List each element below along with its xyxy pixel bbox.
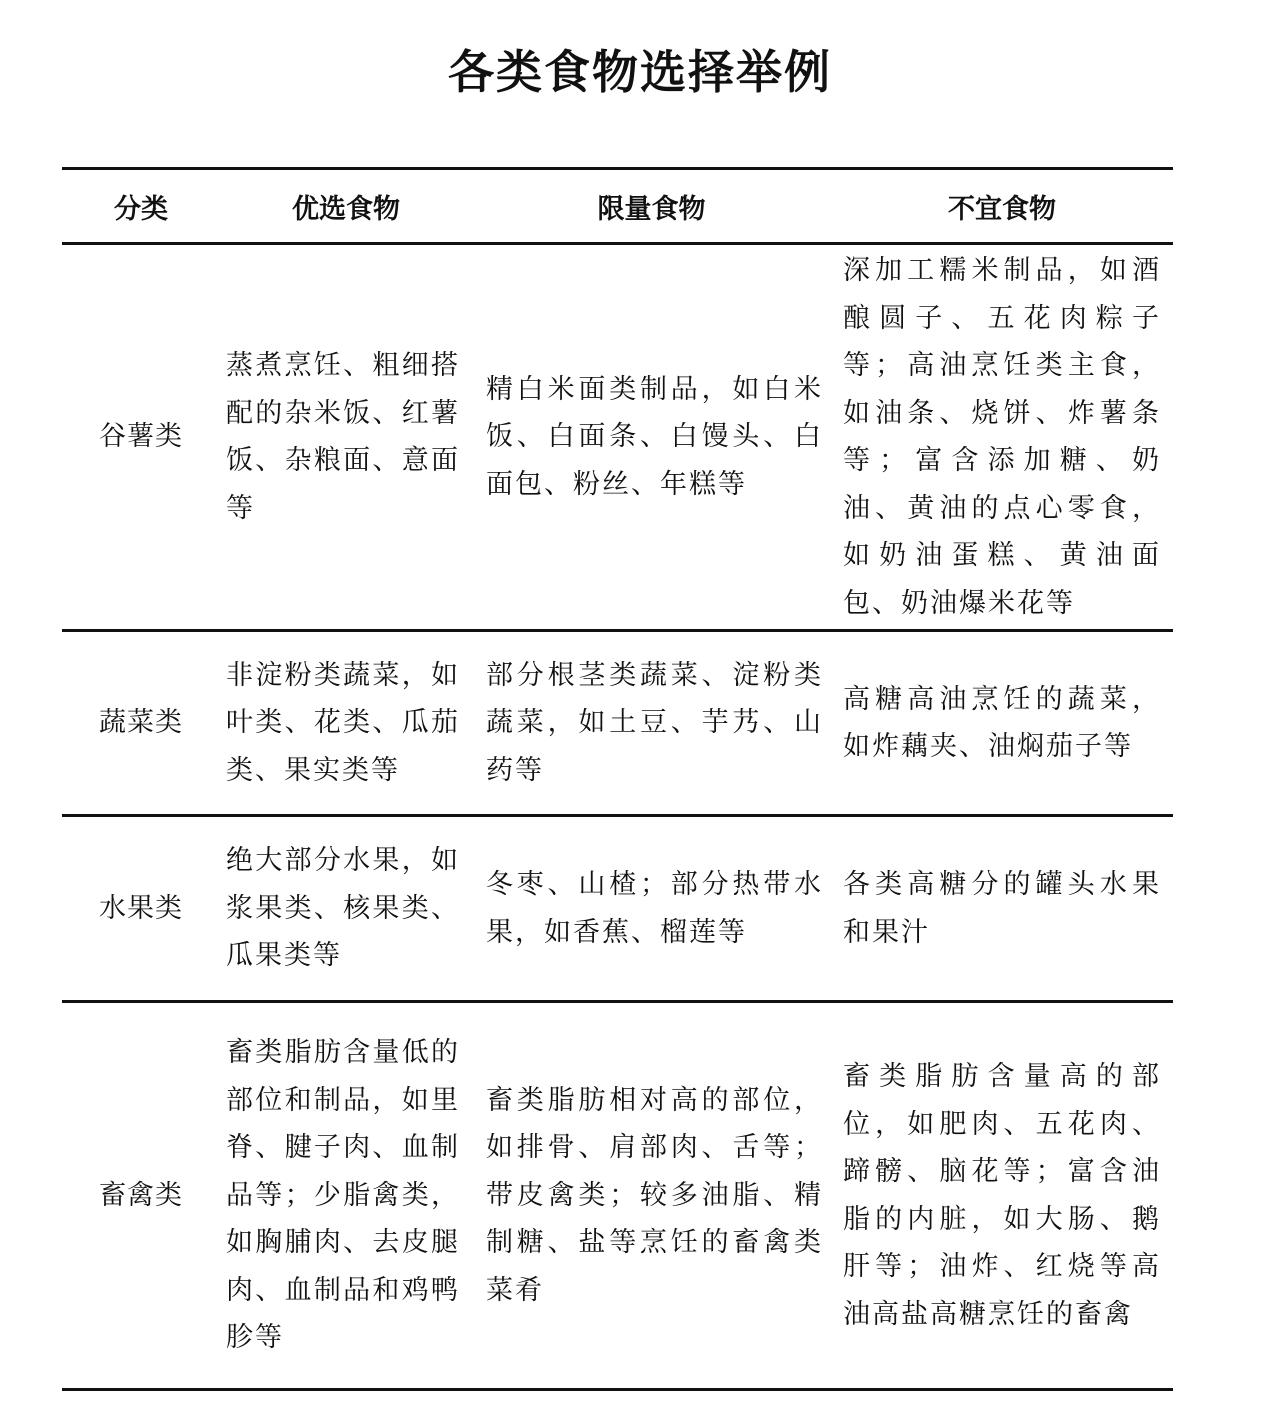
category-cell: 水果类 xyxy=(99,892,183,924)
limited-cell: 精白米面类制品，如白米饭、白面条、白馒头、白面包、粉丝、年糕等 xyxy=(486,373,823,500)
preferred-cell: 畜类脂肪含量低的部位和制品，如里脊、腱子肉、血制品等；少脂禽类，如胸脯肉、去皮腿肉、血制品和鸡鸭胗等 xyxy=(226,1037,460,1354)
table-row xyxy=(62,1002,1173,1390)
header-preferred: 优选食物 xyxy=(292,193,400,225)
limited-cell: 冬枣、山楂；部分热带水果，如香蕉、榴莲等 xyxy=(486,869,823,948)
table-row xyxy=(62,816,1173,1002)
avoid-cell: 畜类脂肪含量高的部位，如肥肉、五花肉、蹄髈、脑花等；富含油脂的内脏，如大肠、鹅肝等；油炸、红烧等高油高盐高糖烹饪的畜禽 xyxy=(843,1061,1161,1330)
preferred-cell: 绝大部分水果，如浆果类、核果类、瓜果类等 xyxy=(226,845,460,972)
avoid-cell: 深加工糯米制品，如酒酿圆子、五花肉粽子等；高油烹饪类主食，如油条、烧饼、炸薯条等；富含添加糖、奶油、黄油的点心零食，如奶油蛋糕、黄油面包、奶油爆米花等 xyxy=(843,255,1161,619)
food-selection-table xyxy=(62,167,1173,1391)
page-title: 各类食物选择举例 xyxy=(448,45,832,99)
table-row xyxy=(62,244,1173,631)
table-row xyxy=(62,631,1173,816)
header-limited: 限量食物 xyxy=(597,193,706,225)
category-cell: 畜禽类 xyxy=(99,1179,183,1211)
avoid-cell: 各类高糖分的罐头水果和果汁 xyxy=(843,869,1161,948)
table-header-row xyxy=(62,169,1173,244)
category-cell: 蔬菜类 xyxy=(99,707,183,739)
category-cell: 谷薯类 xyxy=(99,421,183,453)
limited-cell: 畜类脂肪相对高的部位，如排骨、肩部肉、舌等；带皮禽类；较多油脂、精制糖、盐等烹饪的畜禽类菜肴 xyxy=(486,1084,823,1306)
header-category: 分类 xyxy=(114,193,168,225)
preferred-cell: 非淀粉类蔬菜，如叶类、花类、瓜茄类、果实类等 xyxy=(226,659,460,786)
preferred-cell: 蒸煮烹饪、粗细搭配的杂米饭、红薯饭、杂粮面、意面等 xyxy=(226,350,460,524)
header-avoid: 不宜食物 xyxy=(948,193,1056,225)
avoid-cell: 高糖高油烹饪的蔬菜，如炸藕夹、油焖茄子等 xyxy=(843,683,1161,762)
limited-cell: 部分根茎类蔬菜、淀粉类蔬菜，如土豆、芋艿、山药等 xyxy=(486,659,823,786)
